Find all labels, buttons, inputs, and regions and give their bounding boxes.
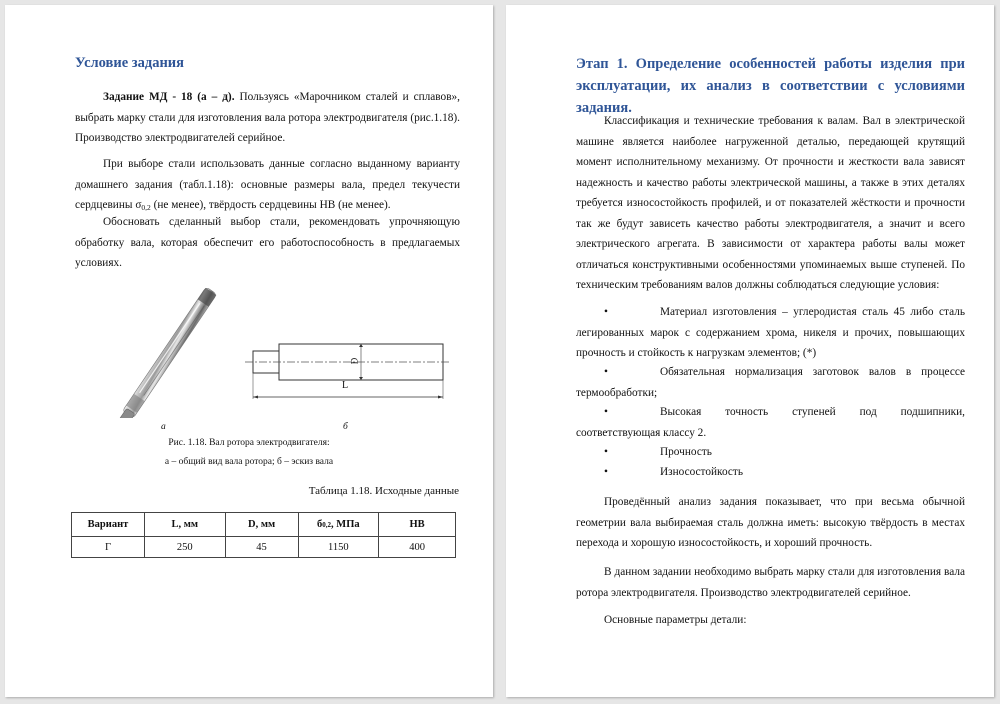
column-header [298, 513, 379, 537]
figure-label-b: б [343, 422, 348, 432]
bullet-icon: • [604, 446, 608, 458]
dimension-D: D [349, 357, 360, 365]
instructions-text-end: (не менее), твёрдость сердцевины НВ (не менее). [150, 199, 391, 211]
list-item [576, 462, 965, 483]
table-cell: 45 [225, 537, 298, 558]
figure-caption-line1: Рис. 1.18. Вал ротора электродвигателя: [168, 438, 330, 448]
list-item-text: Высокая точность ступеней под подшипники, соответствующая классу 2. [576, 406, 965, 439]
analysis-paragraph [576, 492, 965, 554]
column-header: L, мм [144, 513, 225, 537]
intro-text: Классификация и технические требования к валам. Вал в электрической машине является наиболее нагруженной деталью, передающей крутящий момент исполнительному механизму. От прочности и жесткости вала зависят надежность и качество работы электрической машины, а также в этих деталях требуется износостойкость профилей, и от показателей жёсткости и прочности так же будут зависеть качество работы электродвигателя, а значит и всего электрического агрегата. В зависимости от характера работы валы может отличаться конструктивными особенностями упоминаемых выше ступеней. По техническим требованиям валов должны соблюдаться следующие условия: [576, 115, 965, 291]
sigma-unit: , МПа [331, 519, 360, 530]
list-item-text: Износостойкость [660, 466, 743, 478]
list-item [576, 442, 965, 463]
figure-caption-line2 [5, 457, 493, 467]
instructions-text: При выборе стали использовать данные согласно выданному варианту домашнего задания (табл.1.18): основные размеры вала, предел текучести сердцевины σ [75, 158, 460, 211]
table-cell: 250 [144, 537, 225, 558]
table-cell: 1150 [298, 537, 379, 558]
list-item [576, 362, 965, 403]
intro-paragraph [576, 111, 965, 296]
task-paragraph [576, 562, 965, 603]
task-paragraph [75, 87, 460, 149]
shaft-sketch [243, 339, 453, 403]
sigma-subscript: 0,2 [322, 521, 332, 529]
instructions-paragraph [75, 154, 460, 219]
justification-text: Обосновать сделанный выбор стали, рекомендовать упрочняющую обработку вала, которая обеспечит его работоспособность в предлагаемых условиях. [75, 216, 460, 269]
table-row [72, 537, 456, 558]
table-header-row [72, 513, 456, 537]
sigma-symbol: б [317, 519, 323, 530]
bullet-icon: • [604, 406, 608, 418]
column-header: D, мм [225, 513, 298, 537]
justification-paragraph [75, 212, 460, 274]
source-data-table [71, 512, 456, 558]
bullet-icon: • [604, 466, 608, 478]
list-item-text: Прочность [660, 446, 712, 458]
column-header: Вариант [72, 513, 145, 537]
document-page-2 [506, 5, 994, 697]
list-item-text: Обязательная нормализация заготовок валов в процессе термообработки; [576, 366, 965, 399]
section-heading: Условие задания [75, 55, 184, 71]
figure-label-a: а [161, 422, 166, 432]
bullet-icon: • [604, 366, 608, 378]
task-label: Задание МД - 18 (а – д). [103, 91, 235, 103]
table-title: Таблица 1.18. Исходные данные [308, 485, 459, 497]
list-item [576, 402, 965, 443]
dimension-L: L [342, 380, 349, 391]
task-text: В данном задании необходимо выбрать марку стали для изготовления вала ротора электродвигателя. Производство электродвигателей серийное. [576, 566, 965, 599]
task-text: Пользуясь «Марочником сталей и сплавов», выбрать марку стали для изготовления вала ротора электродвигателя (рис.1.18). Производство электродвигателей серийное. [75, 91, 460, 144]
params-paragraph [576, 610, 965, 631]
document-page-1 [5, 5, 493, 697]
stage-heading: Этап 1. Определение особенностей работы изделия при эксплуатации, их анализ в соответствии с условиями задания. [576, 56, 965, 116]
bullet-icon: • [604, 306, 608, 318]
column-header: НВ [379, 513, 456, 537]
list-item [576, 302, 965, 364]
sigma-subscript: 0,2 [141, 203, 151, 212]
table-cell: Г [72, 537, 145, 558]
table-cell: 400 [379, 537, 456, 558]
figure-caption-text: а – общий вид вала ротора; б – эскиз вала [164, 457, 334, 467]
shaft-photo [90, 288, 250, 418]
list-item-text: Материал изготовления – углеродистая сталь 45 либо сталь легированных марок с содержанием хрома, никеля и прочих, повышающих прочность и стойкость к нагрузкам элементов; (*) [576, 306, 965, 359]
analysis-text: Проведённый анализ задания показывает, что при весьма обычной геометрии вала выбираемая сталь должна иметь: высокую твёрдость в местах перехода и хорошую износостойкость, и хороший прочность. [576, 496, 965, 549]
params-text: Основные параметры детали: [604, 614, 747, 626]
